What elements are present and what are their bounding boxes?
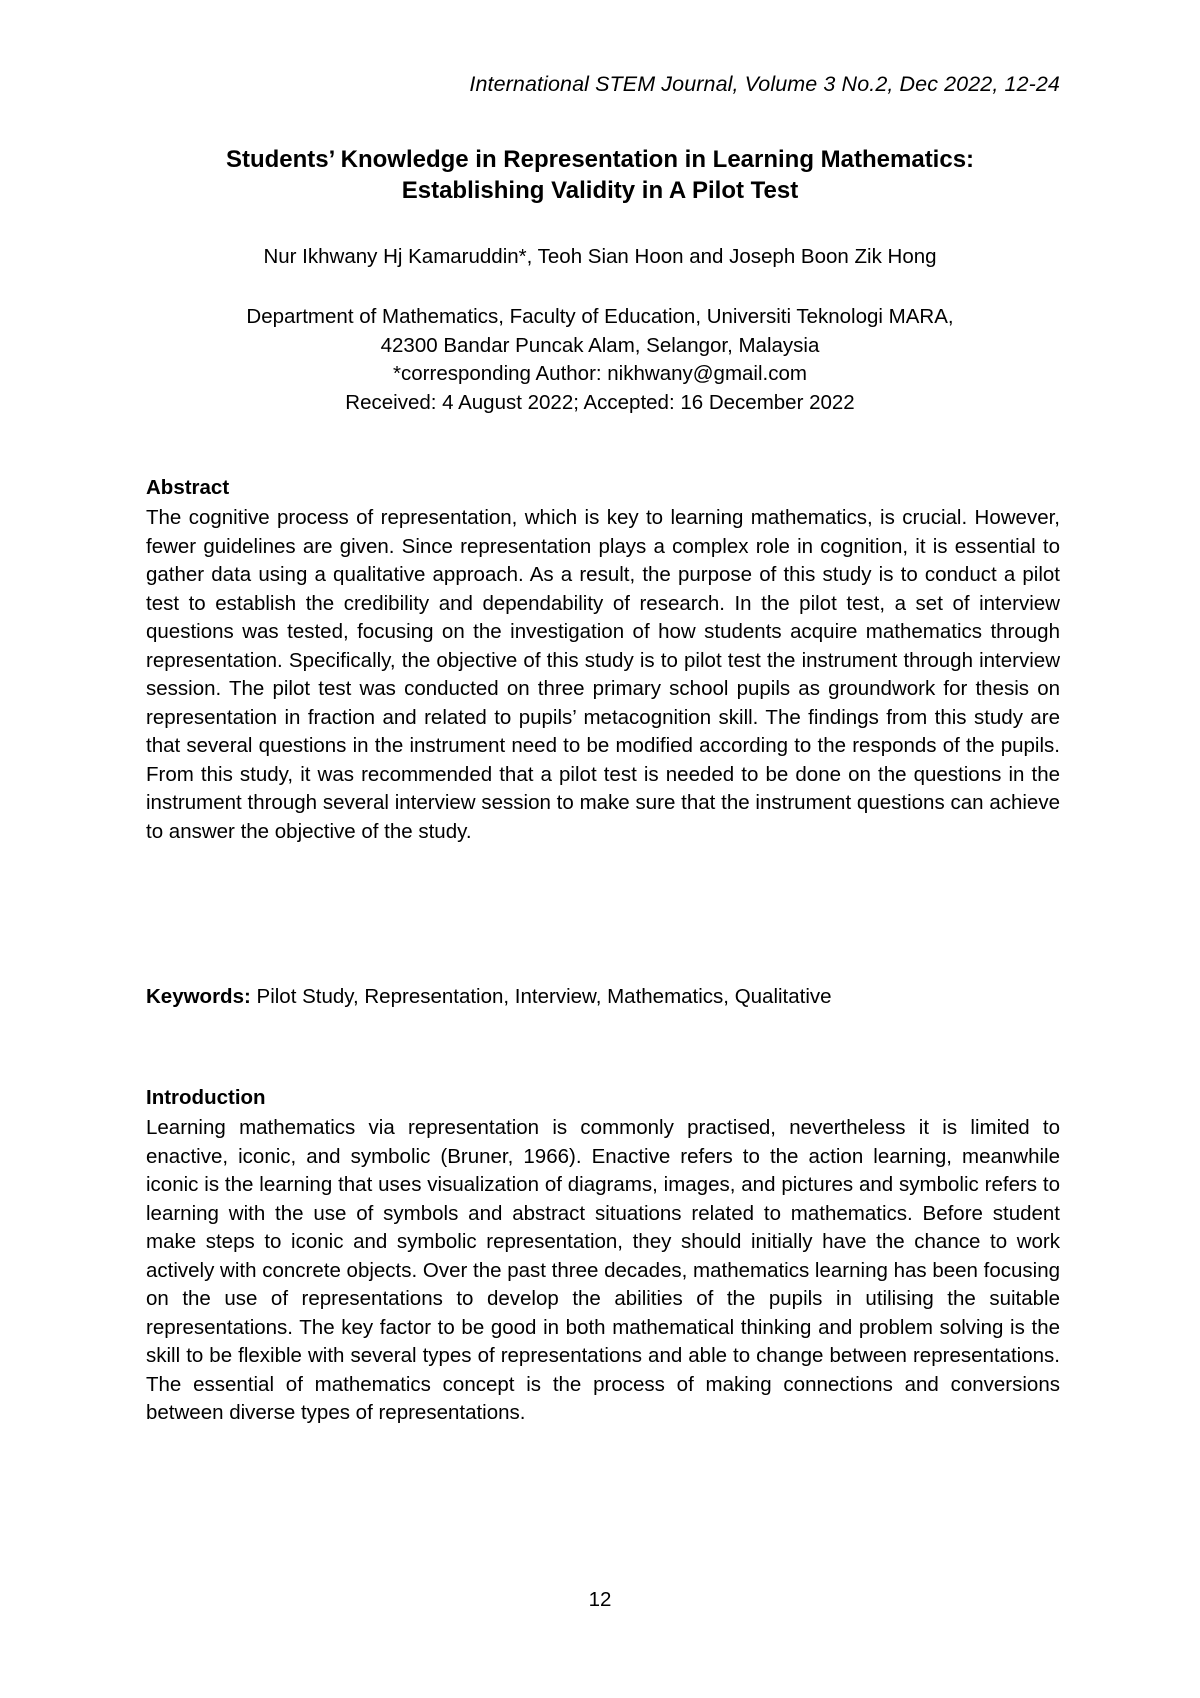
- page-number: 12: [588, 1588, 612, 1611]
- author-list: Nur Ikhwany Hj Kamaruddin*, Teoh Sian Hoon and Joseph Boon Zik Hong: [263, 245, 937, 268]
- affiliation-line-2: 42300 Bandar Puncak Alam, Selangor, Malaysia: [380, 333, 820, 357]
- received-accepted-dates: Received: 4 August 2022; Accepted: 16 December 2022: [345, 390, 855, 414]
- paper-title: [120, 144, 1080, 206]
- abstract-heading: Abstract: [146, 476, 230, 499]
- keywords-list: Pilot Study, Representation, Interview, Mathematics, Qualitative: [256, 985, 832, 1008]
- introduction-heading: Introduction: [146, 1086, 266, 1109]
- keywords-line: [146, 985, 832, 1009]
- affiliation-block: [120, 303, 1080, 417]
- introduction-text: Learning mathematics via representation is commonly practised, nevertheless it is limited to enactive, iconic, and symbolic (Bruner, 1966). Enactive refers to the action learning, meanwhile iconic is the learning that uses visualization of diagrams, images, and pictures and symbolic refers to learning with the use of symbols and abstract situations related to mathematics. Before student make steps to iconic and symbolic representation, they should initially have the chance to work actively with concrete objects. Over the past three decades, mathematics learning has been focusing on the use of representations to develop the abilities of the pupils in utilising the suitable representations. The key factor to be good in both mathematical thinking and problem solving is the skill to be flexible with several types of representations and able to change between representations. The essential of mathematics concept is the process of making connections and conversions between diverse types of representations.: [146, 1116, 1060, 1424]
- affiliation-line-1: Department of Mathematics, Faculty of Education, Universiti Teknologi MARA,: [246, 305, 954, 328]
- title-line-2: Establishing Validity in A Pilot Test: [401, 177, 799, 204]
- running-header: International STEM Journal, Volume 3 No.2, Dec 2022, 12-24: [469, 72, 1060, 96]
- abstract-text: The cognitive process of representation, which is key to learning mathematics, is crucial. However, fewer guidelines are given. Since representation plays a complex role in cognition, it is essential to gather data using a qualitative approach. As a result, the purpose of this study is to conduct a pilot test to establish the credibility and dependability of research. In the pilot test, a set of interview questions was tested, focusing on the investigation of how students acquire mathematics through representation. Specifically, the objective of this study is to pilot test the instrument through interview session. The pilot test was conducted on three primary school pupils as groundwork for thesis on representation in fraction and related to pupils’ metacognition skill. The findings from this study are that several questions in the instrument need to be modified according to the responds of the pupils. From this study, it was recommended that a pilot test is needed to be done on the questions in the instrument through several interview session to make sure that the instrument questions can achieve to answer the objective of the study.: [146, 506, 1060, 843]
- title-line-1: Students’ Knowledge in Representation in Learning Mathematics:: [225, 146, 975, 173]
- keywords-label: Keywords:: [146, 985, 251, 1008]
- corresponding-author: *corresponding Author: nikhwany@gmail.com: [393, 362, 807, 385]
